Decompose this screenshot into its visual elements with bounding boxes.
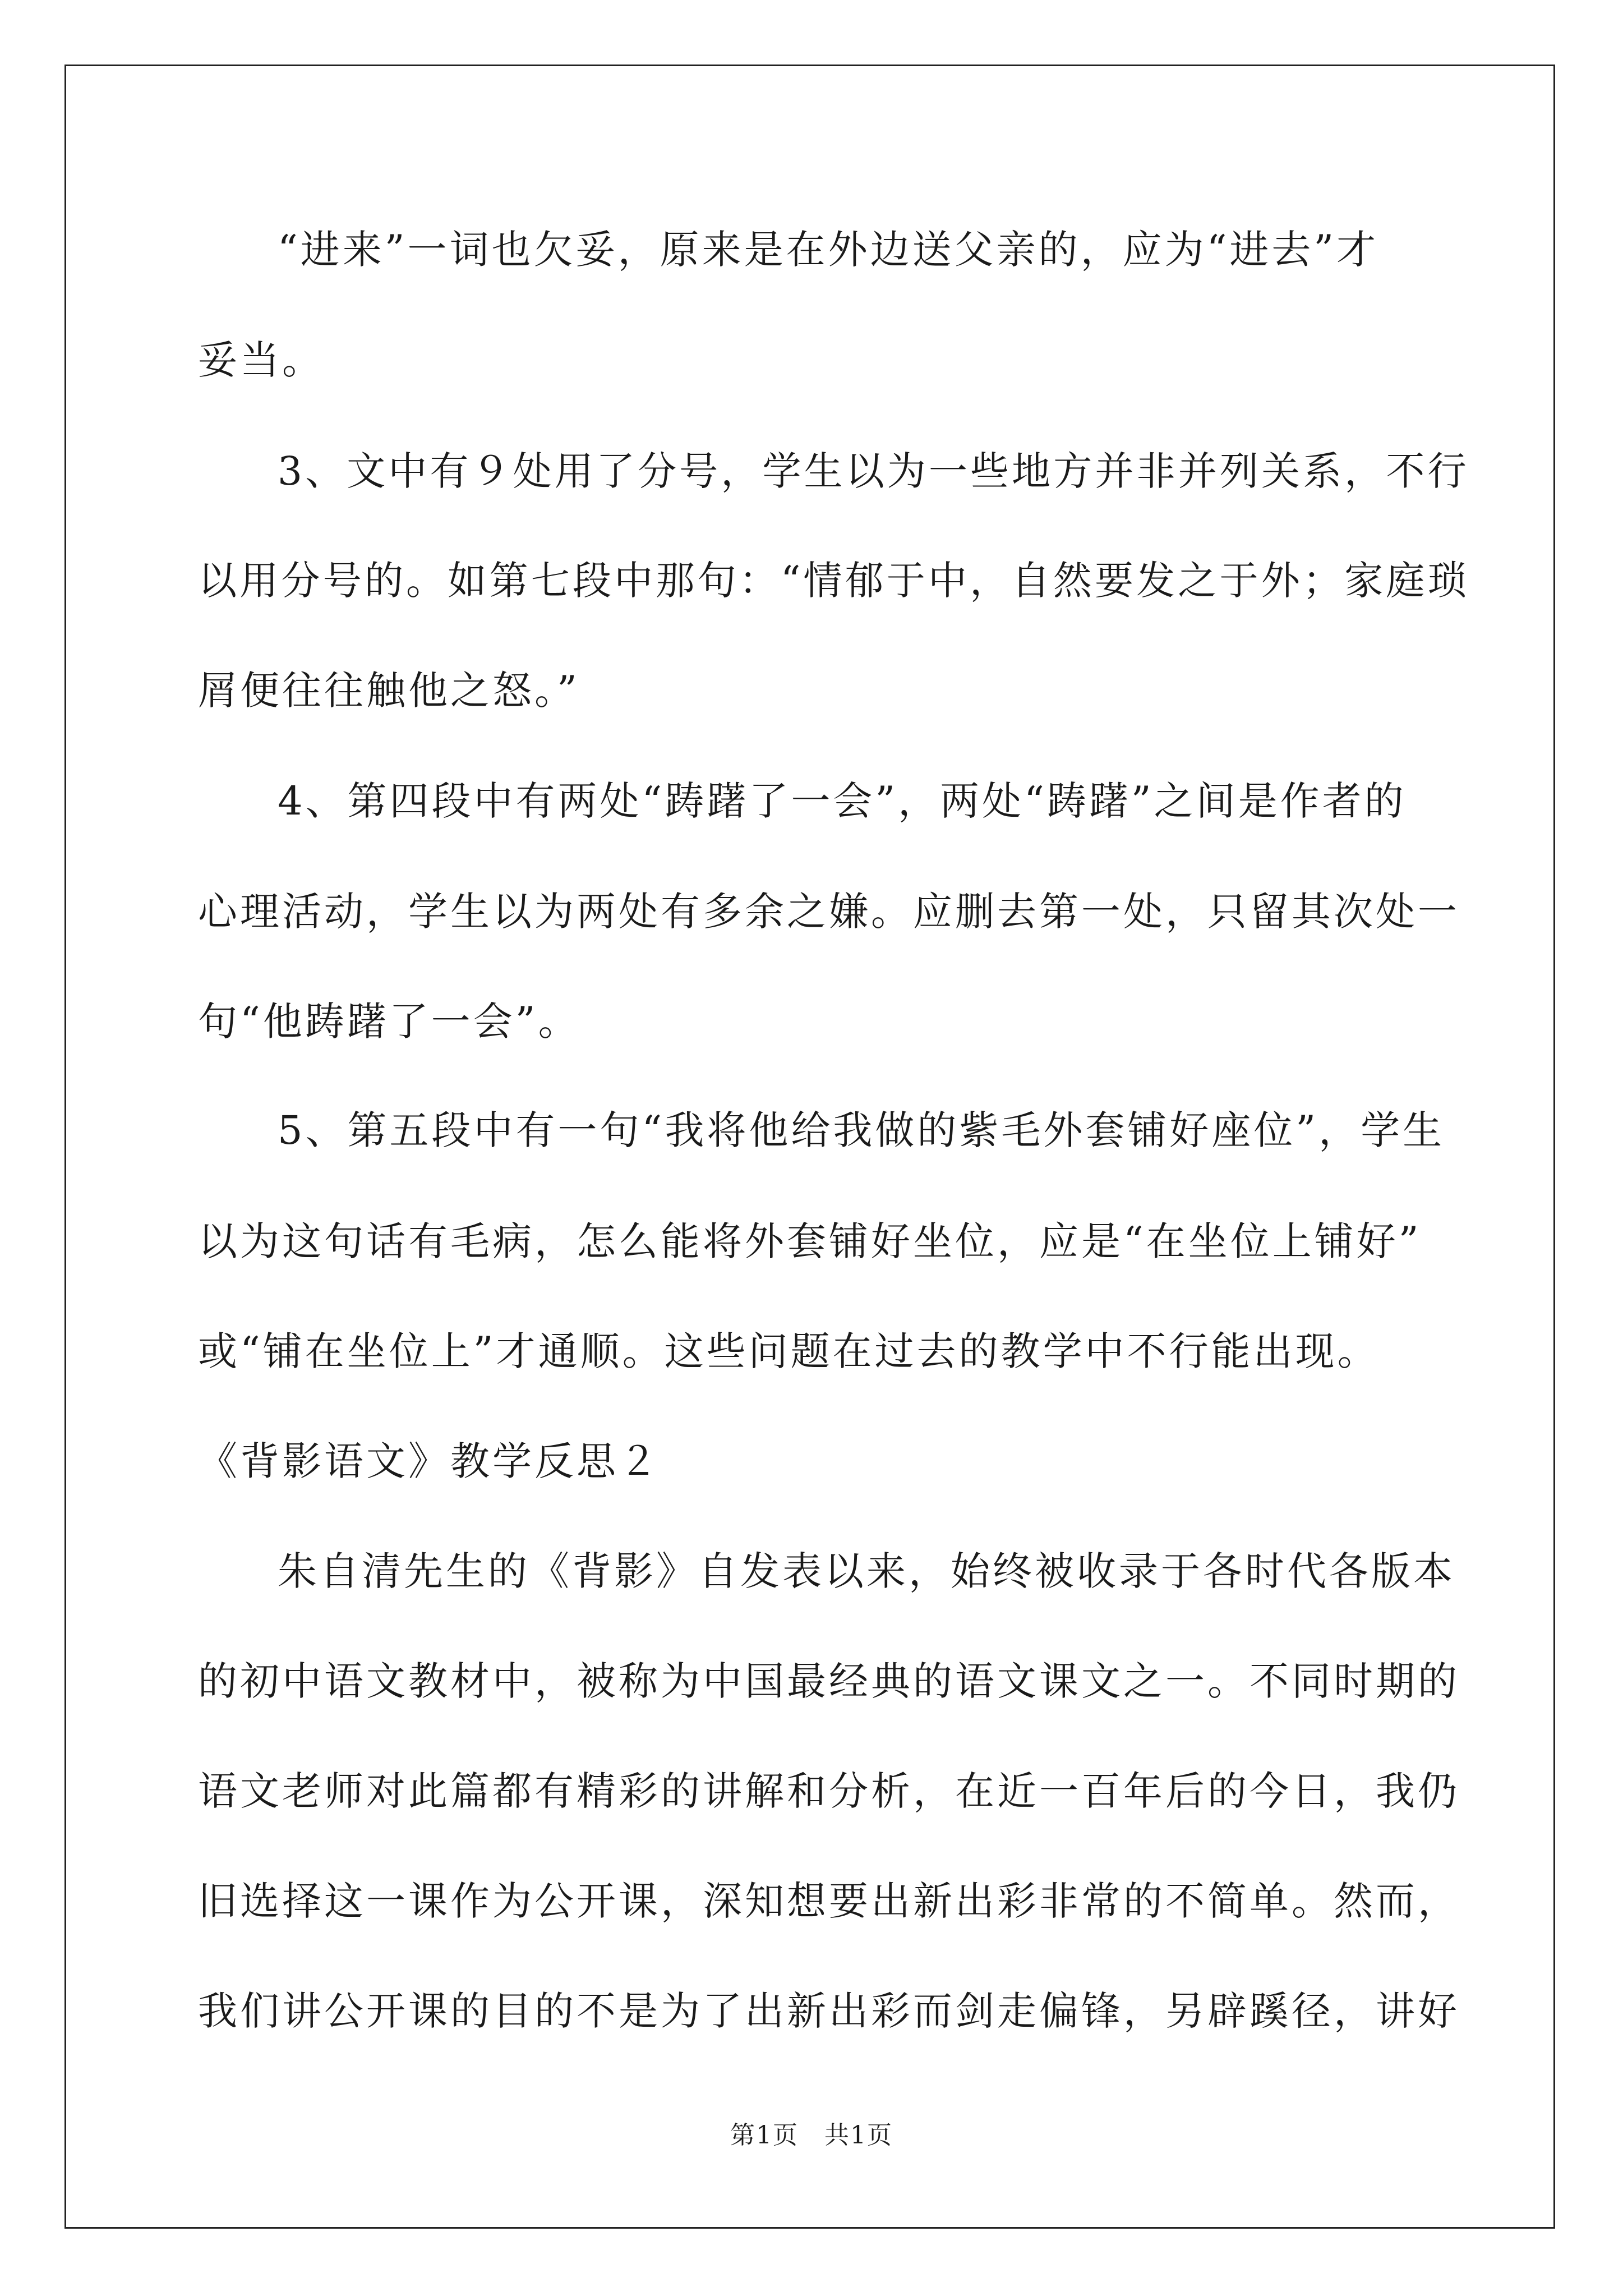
paragraph-line: 朱自清先生的《背影》自发表以来，始终被收录于各时代各版本 xyxy=(278,1548,1455,1594)
paragraph-line: 以用分号的。如第七段中那句：“情郁于中，自然要发之于外；家庭琐 xyxy=(198,558,1469,604)
paragraph-line: 或“铺在坐位上”才通顺。这些问题在过去的教学中不行能出现。 xyxy=(198,1328,1380,1374)
page-footer xyxy=(0,2119,1623,2152)
paragraph-line: 句“他踌躇了一会”。 xyxy=(198,999,580,1045)
paragraph-line: 4、第四段中有两处“踌躇了一会”，两处“踌躇”之间是作者的 xyxy=(278,778,1407,824)
paragraph-line: 心理活动，学生以为两处有多余之嫌。应删去第一处，只留其次处一 xyxy=(198,889,1460,935)
paragraph-line: 的初中语文教材中，被称为中国最经典的语文课文之一。不同时期的 xyxy=(198,1658,1460,1704)
paragraph-line: 我们讲公开课的目的不是为了出新出彩而剑走偏锋，另辟蹊径，讲好 xyxy=(198,1988,1460,2034)
paragraph-line: 妥当。 xyxy=(198,337,324,383)
page-number: 第1页 xyxy=(730,2121,799,2150)
paragraph-line: 5、第五段中有一句“我将他给我做的紫毛外套铺好座位”，学生 xyxy=(278,1107,1445,1153)
page-total: 共1页 xyxy=(824,2121,893,2150)
section-heading: 《背影语文》教学反思２ xyxy=(198,1438,661,1484)
paragraph-line: 3、文中有９处用了分号，学生以为一些地方并非并列关系，不行 xyxy=(278,448,1469,494)
paragraph-line: 以为这句话有毛病，怎么能将外套铺好坐位，应是“在坐位上铺好” xyxy=(198,1218,1422,1264)
paragraph-line: 屑便往往触他之怒。” xyxy=(198,668,580,714)
paragraph-line: 旧选择这一课作为公开课，深知想要出新出彩非常的不简单。然而， xyxy=(198,1878,1460,1924)
paragraph-line: “进来”一词也欠妥，原来是在外边送父亲的，应为“进去”才 xyxy=(278,227,1379,273)
paragraph-line: 语文老师对此篇都有精彩的讲解和分析，在近一百年后的今日，我仍 xyxy=(198,1768,1460,1814)
